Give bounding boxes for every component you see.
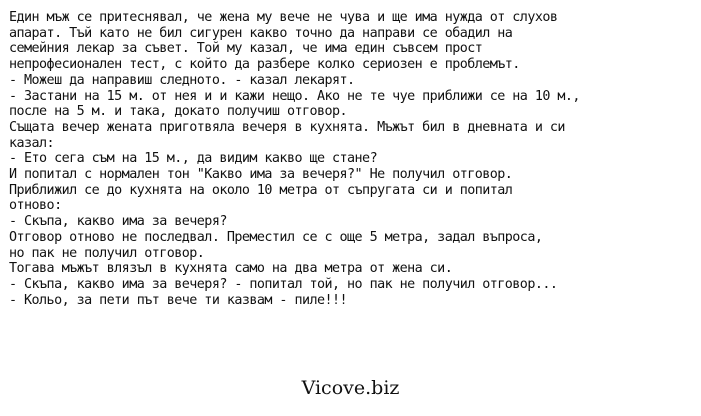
joke-text <box>9 10 697 308</box>
site-watermark: Vicove.biz <box>301 377 400 399</box>
joke-line: И попитал с нормален тон "Какво има за вечеря?" Не получил отговор. <box>9 167 513 183</box>
joke-line: апарат. Тъй като не бил сигурен какво точно да направи се обадил на <box>9 25 513 41</box>
joke-line: Един мъж се притеснявал, че жена му вече не чува и ще има нужда от слухов <box>9 10 558 25</box>
joke-line: Приближил се до кухнята на около 10 метра от съпругата си и попитал <box>9 182 513 198</box>
joke-line: Същата вечер жената приготвяла вечеря в кухнята. Мъжът бил в дневната и си <box>9 119 565 135</box>
joke-line: казал: <box>9 135 55 151</box>
joke-line: семейния лекар за съвет. Той му казал, че има един съвсем прост <box>9 41 483 57</box>
joke-line: - Скъпа, какво има за вечеря? - попитал той, но пак не получил отговор... <box>9 276 558 292</box>
joke-line: - Скъпа, какво има за вечеря? <box>9 214 227 230</box>
joke-line: - Можеш да направиш следното. - казал лекарят. <box>9 72 355 88</box>
joke-line: Тогава мъжът влязъл в кухнята само на два метра от жена си. <box>9 261 453 277</box>
joke-line: - Застани на 15 м. от нея и и кажи нещо. Ако не те чуе приближи се на 10 м., <box>9 88 580 104</box>
joke-line: Отговор отново не последвал. Преместил се с още 5 метра, задал въпроса, <box>9 229 543 245</box>
joke-line: непрофесионален тест, с който да разбере колко сериозен е проблемът. <box>9 57 520 73</box>
joke-line: после на 5 м. и така, докато получиш отговор. <box>9 104 348 120</box>
joke-line: - Кольо, за пети път вече ти казвам - пиле!!! <box>9 292 348 308</box>
joke-line: но пак не получил отговор. <box>9 245 205 261</box>
joke-line: отново: <box>9 198 62 214</box>
joke-line: - Ето сега съм на 15 м., да видим какво ще стане? <box>9 151 378 167</box>
